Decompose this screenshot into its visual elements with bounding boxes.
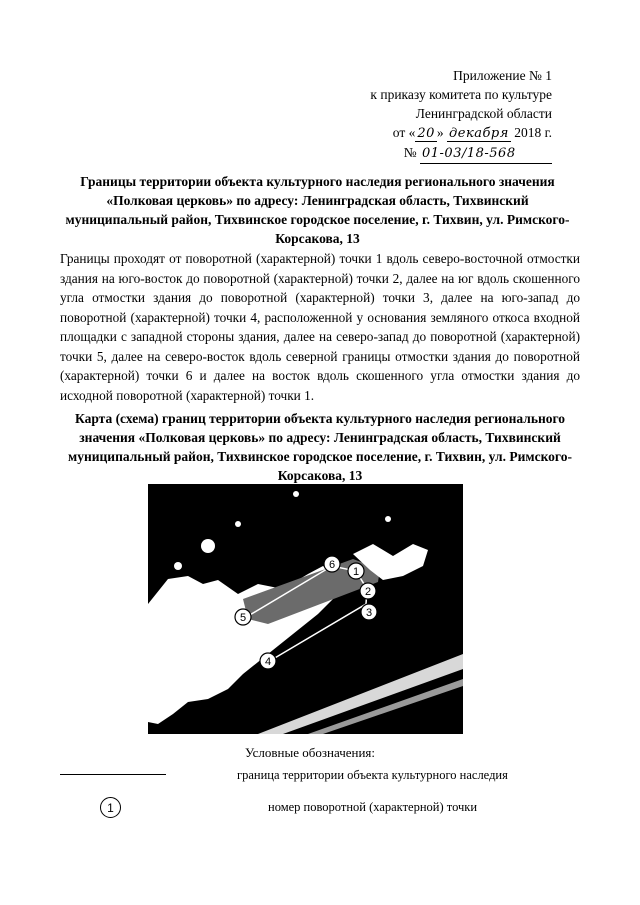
- order-number: [272, 143, 552, 164]
- legend-title: Условные обозначения:: [245, 745, 376, 760]
- date-mid: »: [436, 125, 444, 140]
- map-image: [148, 484, 463, 734]
- appendix-region: Ленинградской области: [415, 106, 552, 121]
- map-title: Карта (схема) границ территории объекта культурного наследия регионального значения «Полковая церковь» по адресу: Ленинградская область, Тихвинский муниципальный район, Тихвинское городское поселение, г. Тихвин, ул. Римского-Корсакова, 13: [68, 411, 572, 483]
- point-marker-2: [360, 583, 376, 599]
- date-prefix: от «: [392, 125, 416, 140]
- document-title: Границы территории объекта культурного наследия регионального значения «Полковая церковь» по адресу: Ленинградская область, Тихвинский муниципальный район, Тихвинское городское поселение, г. Тихвин, ул. Римского-Корсакова, 13: [65, 174, 570, 246]
- speck: [174, 562, 182, 570]
- speck: [385, 516, 391, 522]
- point-label-3: 3: [365, 607, 373, 619]
- speck: [293, 491, 299, 497]
- appendix-order-ref: к приказу комитета по культуре: [370, 87, 552, 102]
- date-day-handwritten: 20: [417, 126, 435, 141]
- legend-boundary-label: граница территории объекта культурного наследия: [237, 768, 508, 782]
- speck: [235, 521, 241, 527]
- point-label-1: 1: [352, 566, 360, 578]
- point-marker-6: [324, 556, 340, 572]
- date-month-handwritten: декабря: [449, 126, 509, 141]
- speck: [201, 539, 215, 553]
- point-label-5: 5: [239, 612, 247, 624]
- appendix-date: [272, 123, 552, 143]
- boundary-map: [148, 484, 463, 734]
- point-marker-5: [235, 609, 251, 625]
- point-marker-1: [348, 563, 364, 579]
- appendix-number: Приложение № 1: [453, 68, 552, 83]
- legend-point-label: номер поворотной (характерной) точки: [268, 800, 478, 814]
- legend-boundary-line: [60, 774, 166, 775]
- point-label-6: 6: [328, 559, 336, 571]
- boundary-description: Границы проходят от поворотной (характерной) точки 1 вдоль северо-восточной отмостки здания на юго-восток до поворотной (характерной) точки 2, далее на юг вдоль скошенного угла отмостки здания до поворотной (характерной) точки 3, далее на юго-запад до поворотной (характерной) точки 4, расположенной у основания земляного откоса входной площадки с западной стороны здания, далее на северо-запад до поворотной (характерной) точки 5, далее на северо-восток вдоль северной границы отмостки здания до поворотной (характерной) точки 6 и далее на восток вдоль скошенного угла отмостки здания до исходной поворотной (характерной) точки 1.: [60, 251, 580, 403]
- date-year: 2018 г.: [514, 125, 552, 140]
- point-marker-4: [260, 653, 276, 669]
- appendix-header: [272, 66, 552, 164]
- point-marker-3: [361, 604, 377, 620]
- point-label-2: 2: [364, 586, 372, 598]
- number-prefix: №: [403, 145, 417, 160]
- point-label-4: 4: [264, 656, 272, 668]
- number-handwritten: 01-03/18-568: [420, 144, 552, 164]
- legend-point-marker: 1: [100, 797, 121, 818]
